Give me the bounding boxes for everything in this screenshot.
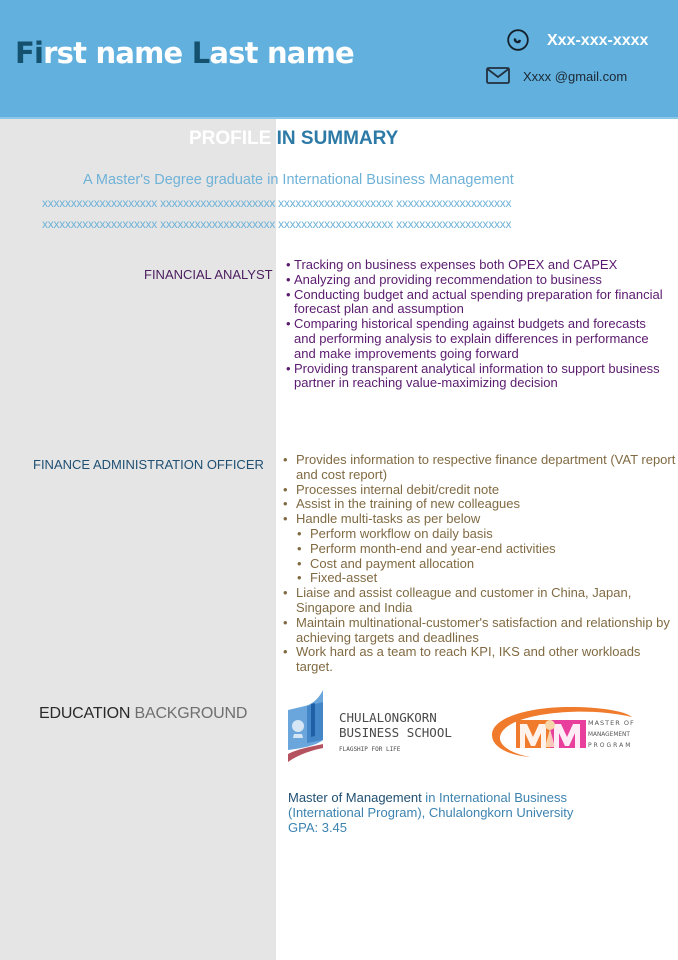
duty-item: • Maintain multinational-customer's satisfaction and relationship by achieving targets and deadlines bbox=[282, 616, 678, 646]
sub-duty-item: • Perform month-end and year-end activities bbox=[282, 542, 678, 557]
cbs-tagline: FLAGSHIP FOR LIFE bbox=[339, 746, 401, 753]
job-title-financial-analyst: FINANCIAL ANALYST bbox=[144, 267, 273, 282]
duty-item: • Comparing historical spending against budgets and forecasts and performing analysis to explain differences in performance and make improvements going forward bbox=[286, 317, 666, 361]
cbs-line1: CHULALONGKORN bbox=[339, 710, 437, 725]
finance-admin-duties bbox=[282, 453, 678, 675]
sub-duty-item: • Fixed-asset bbox=[282, 571, 678, 586]
envelope-icon bbox=[486, 67, 510, 84]
duty-item: • Assist in the training of new colleagues bbox=[282, 497, 678, 512]
profile-title-light: PROFILE bbox=[189, 128, 272, 149]
duty-item: • Conducting budget and actual spending preparation for financial forecast plan and assumption bbox=[286, 288, 666, 318]
placeholder-line: xxxxxxxxxxxxxxxxxxxx xxxxxxxxxxxxxxxxxxxx xxxxxxxxxxxxxxxxxxxx xxxxxxxxxxxxxxxxxxxx bbox=[42, 217, 512, 231]
duty-item: • Analyzing and providing recommendation to business bbox=[286, 273, 666, 288]
duty-item: • Tracking on business expenses both OPEX and CAPEX bbox=[286, 258, 666, 273]
financial-analyst-duties bbox=[286, 258, 666, 391]
header-banner bbox=[0, 0, 678, 119]
profile-title-dark: IN SUMMARY bbox=[271, 128, 399, 149]
mom-line2: MANAGEMENT bbox=[588, 732, 630, 738]
duty-item: • Work hard as a team to reach KPI, IKS and other workloads target. bbox=[282, 645, 678, 675]
last-name-rest: ast name bbox=[209, 36, 354, 70]
profile-summary: A Master's Degree graduate in International Business Management bbox=[83, 172, 514, 188]
placeholder-line: xxxxxxxxxxxxxxxxxxxx xxxxxxxxxxxxxxxxxxxx xxxxxxxxxxxxxxxxxxxx xxxxxxxxxxxxxxxxxxxx bbox=[42, 196, 512, 210]
email-address[interactable]: Xxxx @gmail.com bbox=[523, 69, 628, 84]
left-sidebar-background bbox=[0, 117, 276, 960]
sub-duty-item: • Cost and payment allocation bbox=[282, 557, 678, 572]
first-name-rest: rst name bbox=[43, 36, 192, 70]
duty-item: • Processes internal debit/credit note bbox=[282, 483, 678, 498]
education-detail bbox=[288, 790, 598, 835]
phone-icon bbox=[507, 29, 529, 51]
mom-line1: MASTER OF bbox=[588, 719, 635, 727]
job-title-finance-admin-officer: FINANCE ADMINISTRATION OFFICER bbox=[33, 457, 264, 472]
chulalongkorn-business-school-logo bbox=[285, 688, 455, 768]
master-of-management-logo bbox=[490, 703, 640, 761]
first-initial: Fi bbox=[15, 36, 44, 70]
education-title-light: BACKGROUND bbox=[130, 705, 248, 722]
duty-item: • Providing transparent analytical information to support business partner in reaching value-maximizing decision bbox=[286, 362, 666, 392]
degree-detail: in International Business (International Program), Chulalongkorn University bbox=[288, 790, 574, 820]
full-name bbox=[15, 36, 354, 70]
last-initial: L bbox=[191, 36, 210, 70]
cbs-line2: BUSINESS SCHOOL bbox=[339, 725, 452, 740]
mom-line3: PROGRAM bbox=[588, 742, 633, 749]
profile-section-title bbox=[189, 128, 398, 150]
gpa: GPA: 3.45 bbox=[288, 820, 348, 835]
duty-item: • Handle multi-tasks as per below bbox=[282, 512, 678, 527]
education-section-title bbox=[39, 705, 247, 723]
sub-duty-item: • Perform workflow on daily basis bbox=[282, 527, 678, 542]
education-title-dark: EDUCATION bbox=[39, 705, 131, 722]
degree-name: Master of Management bbox=[288, 790, 422, 805]
phone-number[interactable]: Xxx-xxx-xxxx bbox=[547, 32, 649, 49]
duty-item: • Provides information to respective finance department (VAT report and cost report) bbox=[282, 453, 678, 483]
duty-item: • Liaise and assist colleague and customer in China, Japan, Singapore and India bbox=[282, 586, 678, 616]
